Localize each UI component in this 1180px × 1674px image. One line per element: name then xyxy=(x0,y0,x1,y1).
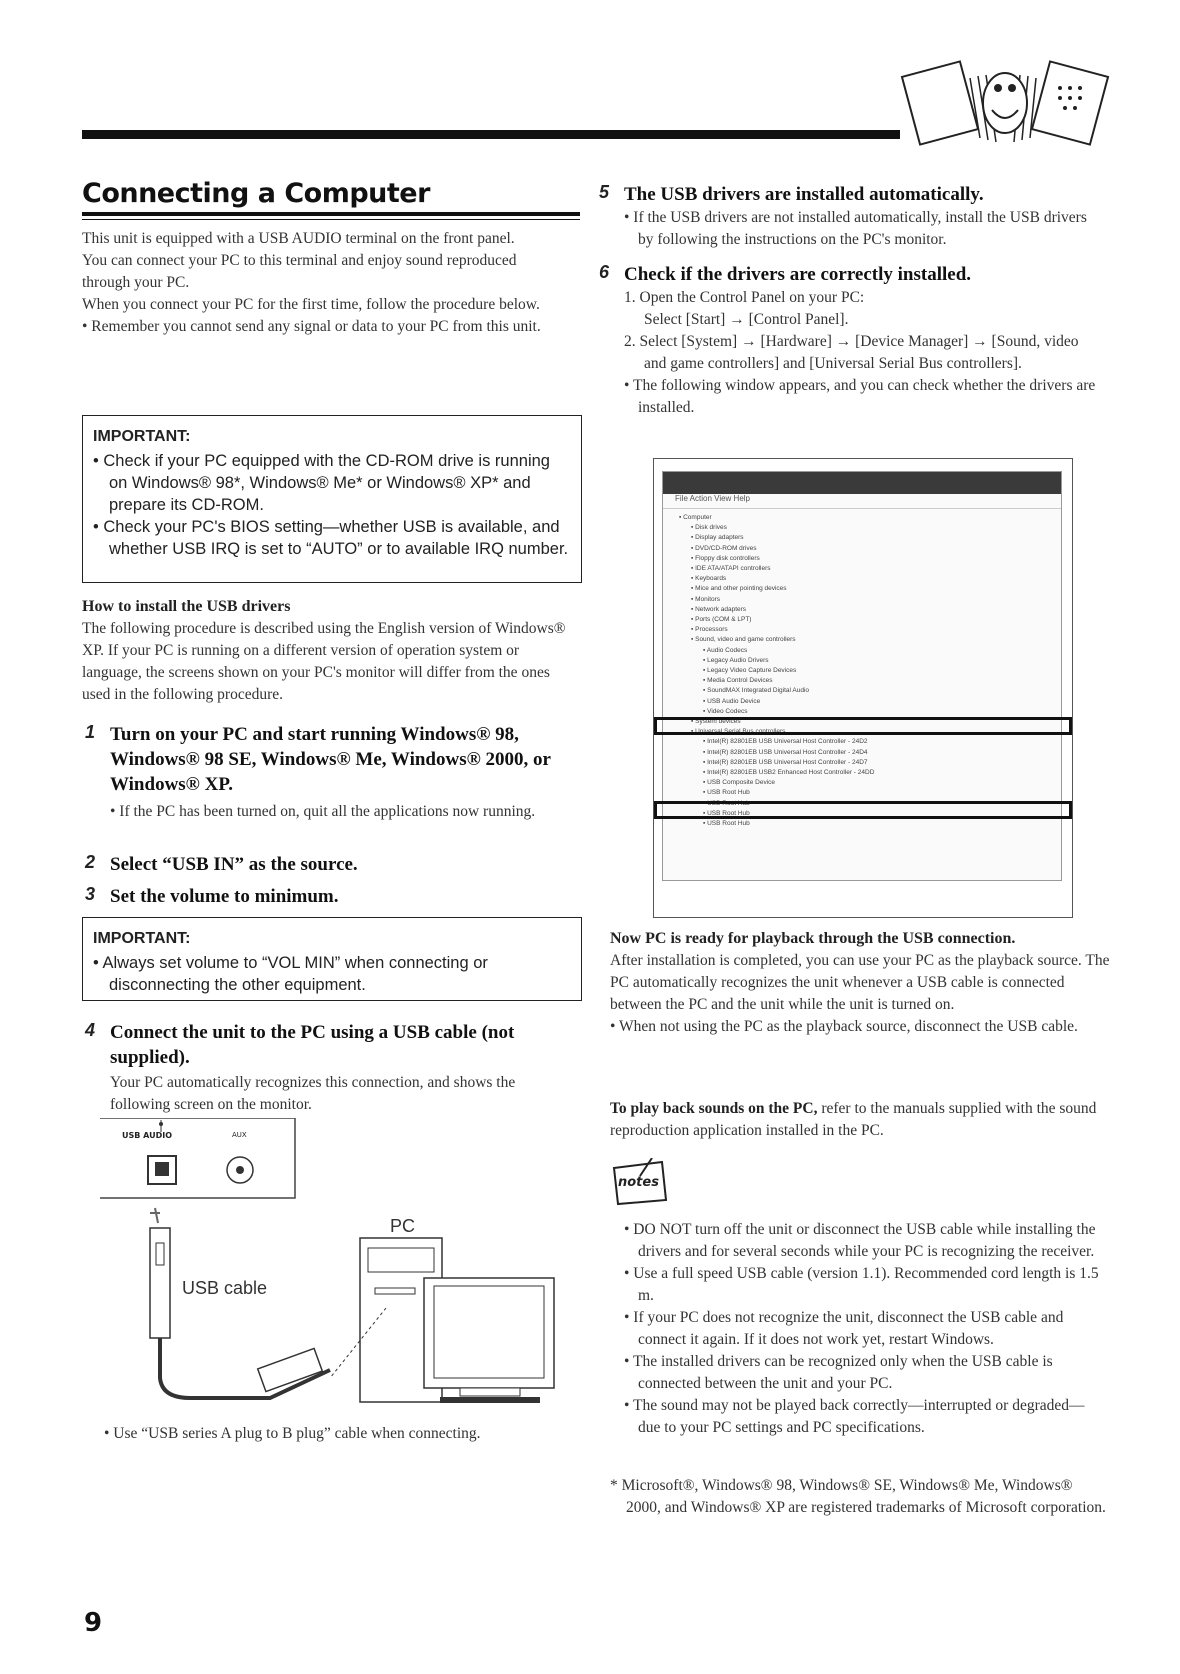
intro-bullet: • Remember you cannot send any signal or data to your PC from this unit. xyxy=(82,318,541,335)
playback-rest: refer to the manuals supplied with the sound reproduction application installed in the PC. xyxy=(610,1100,1097,1139)
device-tree-item[interactable]: ▪ System devices xyxy=(691,718,741,726)
intro-p1: This unit is equipped with a USB AUDIO terminal on the front panel. xyxy=(82,230,515,247)
step-desc: Your PC automatically recognizes this connection, and shows the following screen on the monitor. xyxy=(110,1074,516,1113)
window-titlebar xyxy=(663,472,1061,494)
step-number: 1 xyxy=(85,722,96,742)
highlight-usb-composite-device xyxy=(654,801,1072,819)
device-tree-item[interactable]: ▪ SoundMAX Integrated Digital Audio xyxy=(703,687,810,695)
title-rule-thin xyxy=(82,219,580,220)
device-tree-item[interactable]: ▪ Network adapters xyxy=(691,605,747,613)
notes-icon xyxy=(610,1158,670,1208)
usb-audio-label: USB AUDIO xyxy=(122,1131,172,1140)
device-tree-item[interactable]: ▪ Legacy Video Capture Devices xyxy=(703,667,797,675)
intro-p2: You can connect your PC to this terminal and enjoy sound reproduced through your PC. xyxy=(82,252,517,291)
device-tree-item[interactable]: ▪ USB Root Hub xyxy=(703,820,750,828)
highlight-usb-audio-device xyxy=(654,717,1072,735)
connection-diagram-drawing xyxy=(100,1118,580,1418)
ready-bullet: • When not using the PC as the playback source, disconnect the USB cable. xyxy=(610,1018,1078,1035)
accordion-mascot-illustration xyxy=(900,48,1110,158)
notes-label: notes xyxy=(618,1175,659,1190)
step-6 xyxy=(599,262,1104,419)
device-tree-item[interactable]: ▪ Computer xyxy=(679,514,712,521)
device-tree-item[interactable]: ▪ Universal Serial Bus controllers xyxy=(691,728,786,736)
title-rule xyxy=(82,212,580,216)
device-tree-item[interactable]: ▪ Sound, video and game controllers xyxy=(691,636,796,644)
important-bullet: • Check your PC's BIOS setting—whether USB is available, and whether USB IRQ is set to “AUTO” or to available IRQ number. xyxy=(93,518,569,558)
intro-p3: When you connect your PC for the first time, follow the procedure below. xyxy=(82,296,540,313)
connection-diagram xyxy=(100,1118,580,1418)
step-1 xyxy=(85,722,560,823)
note-item: • The installed drivers can be recognized only when the USB cable is connected between the unit and your PC. xyxy=(624,1353,1053,1392)
page-number: 9 xyxy=(84,1608,103,1638)
step-number: 3 xyxy=(85,884,96,904)
device-tree-item[interactable]: ▪ Mice and other pointing devices xyxy=(691,585,787,593)
howto-section xyxy=(82,596,582,706)
device-tree-item[interactable]: ▪ Intel(R) 82801EB USB Universal Host Controller - 24D7 xyxy=(703,758,868,766)
device-tree-item[interactable]: ▪ Video Codecs xyxy=(703,707,748,715)
howto-text: The following procedure is described using the English version of Windows® XP. If your PC is running on a different version of operation system or language, the screens shown on your PC's monitor will differ from the ones used in the following procedure. xyxy=(82,620,566,703)
step-number: 2 xyxy=(85,852,96,872)
device-tree xyxy=(663,509,1061,829)
device-tree-item[interactable]: ▪ Legacy Audio Drivers xyxy=(703,656,769,664)
notes-list xyxy=(624,1219,1104,1439)
playback-bold: To play back sounds on the PC, xyxy=(610,1100,818,1117)
step-bullet: • If the PC has been turned on, quit all the applications now running. xyxy=(110,803,536,820)
device-tree-item[interactable]: ▪ USB Root Hub xyxy=(703,809,750,817)
note-item: • The sound may not be played back correctly—interrupted or degraded—due to your PC settings and PC specifications. xyxy=(624,1397,1085,1436)
howto-heading: How to install the USB drivers xyxy=(82,598,291,615)
footnote: * Microsoft®, Windows® 98, Windows® SE, Windows® Me, Windows® 2000, and Windows® XP are registered trademarks of Microsoft corporation. xyxy=(610,1477,1106,1516)
intro xyxy=(82,228,552,338)
note-item: • DO NOT turn off the unit or disconnect the USB cable while installing the drivers and for several seconds while your PC is recognizing the receiver. xyxy=(624,1221,1096,1260)
device-tree-item[interactable]: ▪ Audio Codecs xyxy=(703,646,748,654)
step-title: Set the volume to minimum. xyxy=(110,886,339,907)
device-tree-item[interactable]: ▪ Media Control Devices xyxy=(703,677,773,685)
device-tree-item[interactable]: ▪ USB Root Hub xyxy=(703,789,750,797)
device-tree-item[interactable]: ▪ Intel(R) 82801EB USB2 Enhanced Host Controller - 24DD xyxy=(703,769,875,777)
step-number: 6 xyxy=(599,262,610,282)
device-tree-item[interactable]: ▪ DVD/CD-ROM drives xyxy=(691,544,757,552)
step-item: 1. Open the Control Panel on your PC: xyxy=(624,289,865,306)
window-menu: File Action View Help xyxy=(663,494,1061,509)
device-tree-item[interactable]: ▪ Floppy disk controllers xyxy=(691,554,760,562)
playback-section xyxy=(610,1098,1110,1142)
pc-label: PC xyxy=(390,1216,416,1236)
device-tree-item[interactable]: ▪ IDE ATA/ATAPI controllers xyxy=(691,565,771,573)
step-number: 5 xyxy=(599,182,610,202)
ready-section xyxy=(610,928,1110,1038)
diagram-caption: • Use “USB series A plug to B plug” cable when connecting. xyxy=(104,1425,481,1442)
usb-cable-label: USB cable xyxy=(182,1278,268,1298)
important-bullet: • Check if your PC equipped with the CD-ROM drive is running on Windows® 98*, Windows® Me* or Windows® XP* and prepare its CD-ROM. xyxy=(93,452,550,514)
device-manager-window xyxy=(662,471,1062,881)
device-tree-item[interactable]: ▪ Keyboards xyxy=(691,575,727,583)
step-number: 4 xyxy=(85,1020,96,1040)
step-4 xyxy=(85,1020,570,1116)
ready-heading: Now PC is ready for playback through the USB connection. xyxy=(610,930,1016,947)
device-tree-item[interactable]: ▪ Display adapters xyxy=(691,534,744,542)
device-tree-item[interactable]: ▪ USB Composite Device xyxy=(703,779,776,787)
device-tree-item[interactable]: ▪ USB Root Hub xyxy=(703,799,750,807)
important-heading: IMPORTANT: xyxy=(93,930,191,947)
step-bullet: • If the USB drivers are not installed automatically, install the USB drivers by following the instructions on the PC's monitor. xyxy=(624,209,1087,248)
device-tree-item[interactable]: ▪ Intel(R) 82801EB USB Universal Host Controller - 24D2 xyxy=(703,738,868,746)
note-item: • Use a full speed USB cable (version 1.1). Recommended cord length is 1.5 m. xyxy=(624,1265,1099,1304)
device-tree-item[interactable]: ▪ Processors xyxy=(691,626,728,634)
page-title: Connecting a Computer xyxy=(82,178,430,209)
step-5 xyxy=(599,182,1104,251)
device-manager-screenshot xyxy=(653,458,1073,918)
device-tree-item[interactable]: ▪ Intel(R) 82801EB USB Universal Host Controller - 24D4 xyxy=(703,748,868,756)
step-item: 2. Select [System] → [Hardware] → [Device Manager] → [Sound, video and game controllers] and [Universal Serial Bus controllers]. xyxy=(624,333,1079,372)
device-tree-item[interactable]: ▪ USB Audio Device xyxy=(703,697,761,705)
step-bullet: • The following window appears, and you can check whether the drivers are installed. xyxy=(624,377,1096,416)
step-3 xyxy=(85,884,560,909)
step-title: Connect the unit to the PC using a USB cable (not supplied). xyxy=(110,1022,515,1068)
device-tree-item[interactable]: ▪ Monitors xyxy=(691,595,721,603)
important-box-1 xyxy=(82,415,582,583)
device-tree-item[interactable]: ▪ Disk drives xyxy=(691,524,727,532)
header-rule xyxy=(82,130,900,139)
step-item: Select [Start] → [Control Panel]. xyxy=(644,311,849,328)
step-title: The USB drivers are installed automatically. xyxy=(624,184,984,205)
device-tree-item[interactable]: ▪ Ports (COM & LPT) xyxy=(691,616,752,624)
important-heading: IMPORTANT: xyxy=(93,428,191,445)
step-2 xyxy=(85,852,560,877)
note-item: • If your PC does not recognize the unit, disconnect the USB cable and connect it again. If it does not work yet, restart Windows. xyxy=(624,1309,1064,1348)
step-title: Check if the drivers are correctly installed. xyxy=(624,264,972,285)
step-title: Turn on your PC and start running Windows® 98, Windows® 98 SE, Windows® Me, Windows® 2000, or Windows® XP. xyxy=(110,724,551,795)
aux-label: AUX xyxy=(232,1131,247,1139)
ready-text: After installation is completed, you can use your PC as the playback source. The PC automatically recognizes the unit whenever a USB cable is connected between the PC and the unit while the unit is turned on. xyxy=(610,952,1110,1013)
step-title: Select “USB IN” as the source. xyxy=(110,854,358,875)
important-bullet: • Always set volume to “VOL MIN” when connecting or disconnecting the other equipment. xyxy=(93,954,488,994)
important-box-2 xyxy=(82,917,582,1001)
